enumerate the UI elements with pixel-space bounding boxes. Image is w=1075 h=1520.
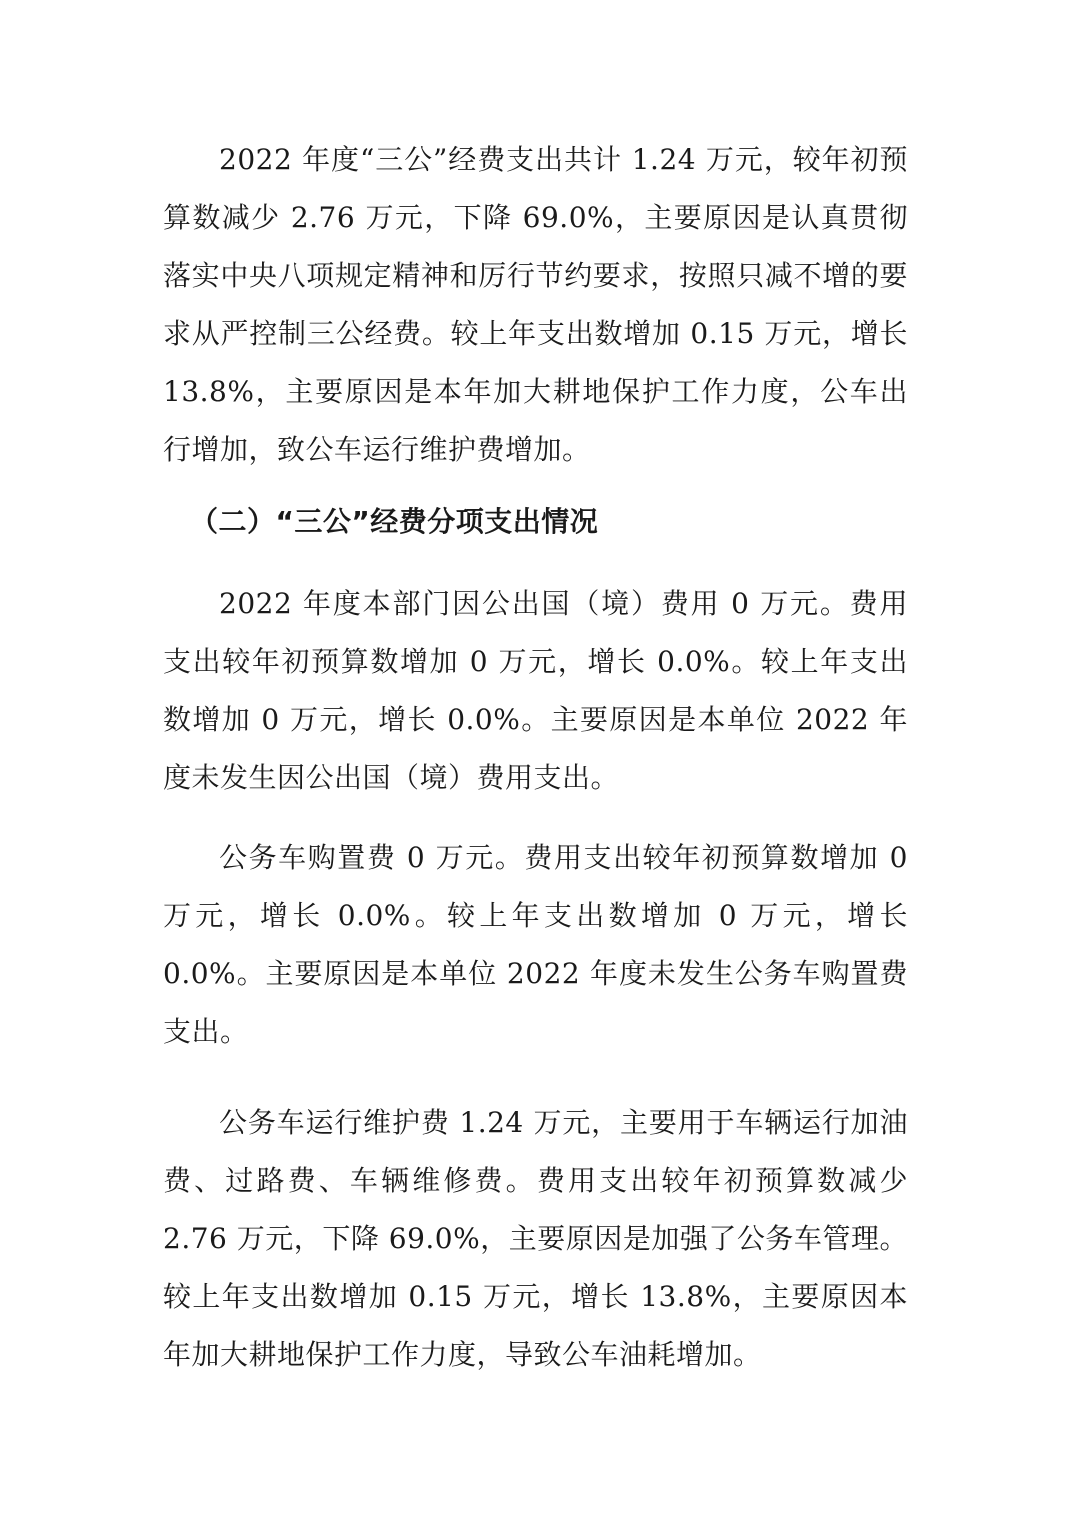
paragraph-total-expenditure: 2022 年度“三公”经费支出共计 1.24 万元，较年初预算数减少 2.76 万元，下降 69.0%，主要原因是认真贯彻落实中央八项规定精神和厉行节约要求，按照只减不增的要求从严控制三公经费。较上年支出数增加 0.15 万元，增长 13.8%，主要原因是本年加大耕地保护工作力度，公车出行增加，致公车运行维护费增加。 — [163, 143, 908, 466]
paragraph-vehicle-purchase: 公务车购置费 0 万元。费用支出较年初预算数增加 0 万元，增长 0.0%。较上年支出数增加 0 万元，增长 0.0%。主要原因是本单位 2022 年度未发生公务车购置费支出。 — [163, 841, 908, 1048]
section-heading-itemized-expenditure: （二）“三公”经费分项支出情况 — [190, 505, 599, 538]
paragraph-vehicle-maintenance: 公务车运行维护费 1.24 万元，主要用于车辆运行加油费、过路费、车辆维修费。费用支出较年初预算数减少 2.76 万元，下降 69.0%，主要原因是加强了公务车管理。较上年支出数增加 0.15 万元，增长 13.8%，主要原因本年加大耕地保护工作力度，导致公车油耗增加。 — [163, 1106, 908, 1371]
paragraph-overseas-travel: 2022 年度本部门因公出国（境）费用 0 万元。费用支出较年初预算数增加 0 万元，增长 0.0%。较上年支出数增加 0 万元，增长 0.0%。主要原因是本单位 2022 年度未发生因公出国（境）费用支出。 — [163, 587, 908, 794]
